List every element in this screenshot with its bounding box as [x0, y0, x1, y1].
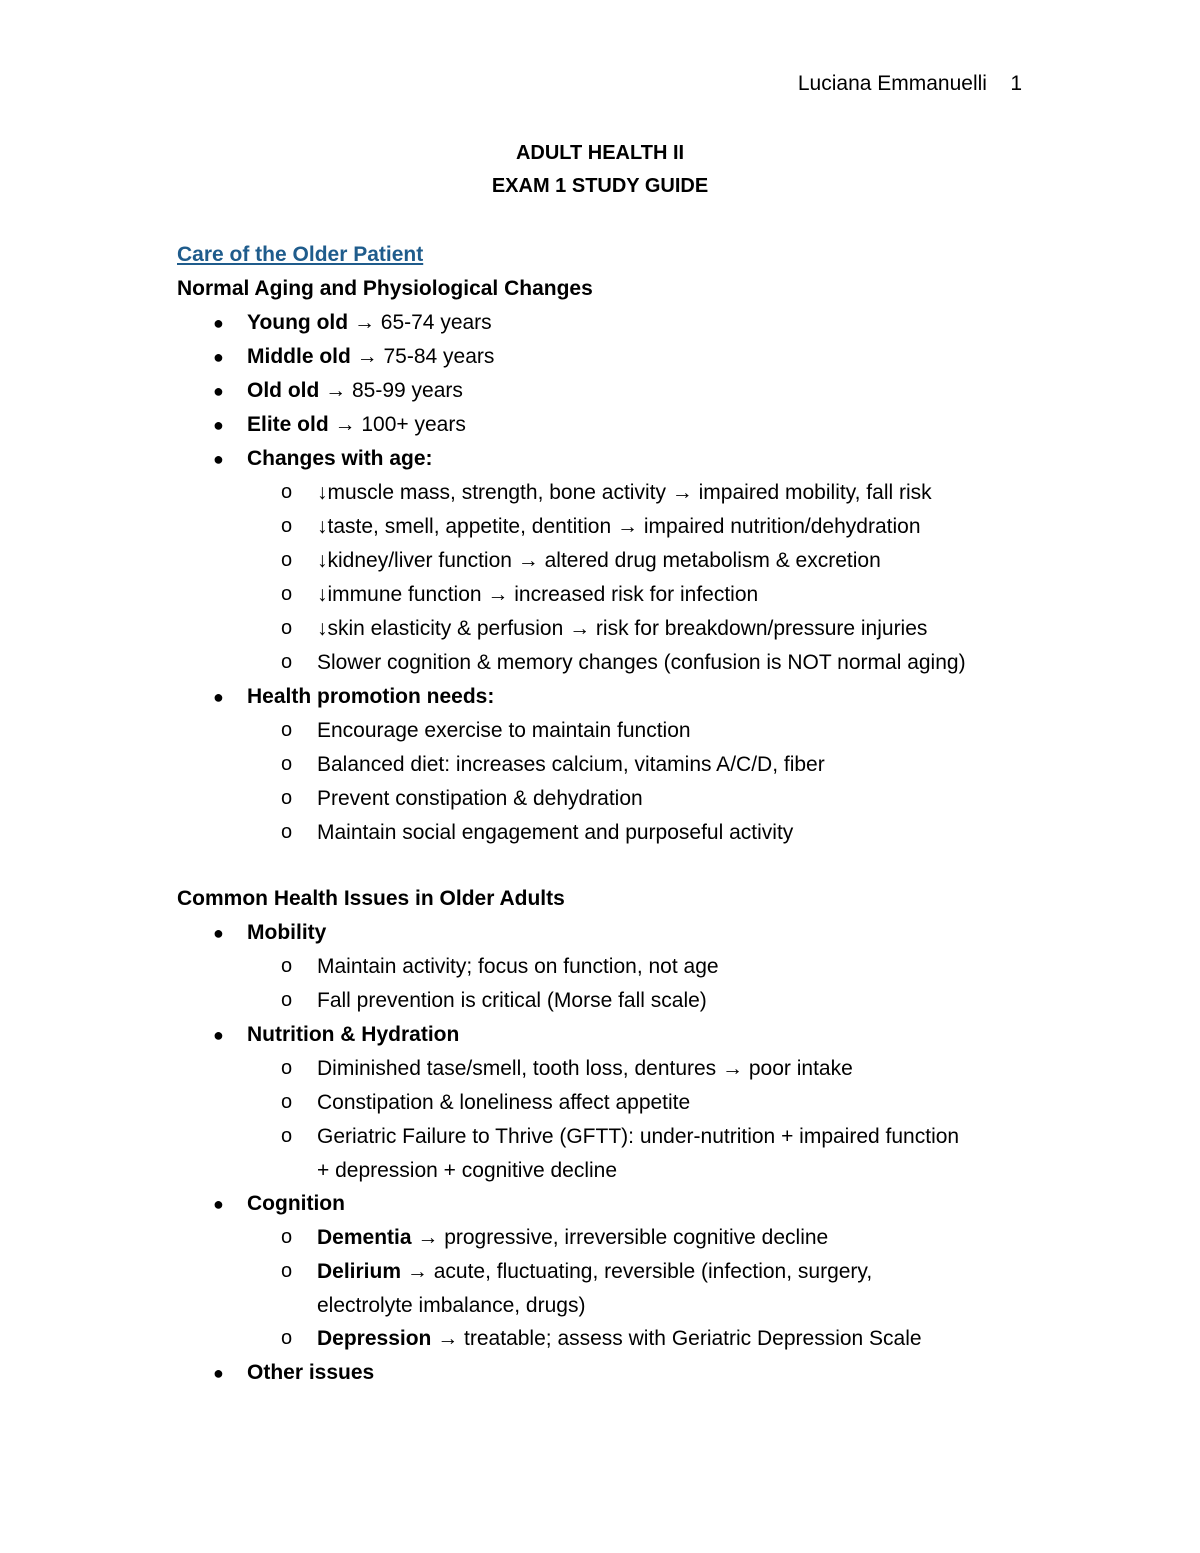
list-subitem: o Dementia → progressive, irreversible cognitive decline	[177, 1221, 1057, 1255]
list-subitem: o Diminished tase/smell, tooth loss, dentures → poor intake	[177, 1052, 1057, 1086]
bullet-icon: ●	[213, 415, 224, 435]
list-subitem: o Depression → treatable; assess with Geriatric Depression Scale	[177, 1322, 1057, 1356]
circle-bullet-icon: o	[281, 753, 293, 775]
list-subitem: o Fall prevention is critical (Morse fall scale)	[177, 984, 1057, 1018]
circle-bullet-icon: o	[281, 1260, 293, 1282]
list-subitem: o ↓kidney/liver function → altered drug metabolism & excretion	[177, 544, 1057, 578]
page-number: 1	[1010, 72, 1022, 95]
bullet-icon: ●	[213, 923, 224, 943]
bullet-icon: ●	[213, 347, 224, 367]
bullet-icon: ●	[213, 381, 224, 401]
circle-bullet-icon: o	[281, 787, 293, 809]
bullet-icon: ●	[213, 313, 224, 333]
list-subitem-continuation: + depression + cognitive decline	[317, 1159, 618, 1182]
subheading-common-health-issues: Common Health Issues in Older Adults	[177, 887, 565, 910]
list-subitem: o ↓taste, smell, appetite, dentition → impaired nutrition/dehydration	[177, 510, 1057, 544]
list-item: ● Old old → 85-99 years	[177, 374, 1057, 408]
circle-bullet-icon: o	[281, 955, 293, 977]
document-title-line1: ADULT HEALTH II	[515, 142, 685, 164]
circle-bullet-icon: o	[281, 1226, 293, 1248]
list-item: ● Changes with age:	[177, 442, 1057, 476]
list-subitem: o Balanced diet: increases calcium, vitamins A/C/D, fiber	[177, 748, 1057, 782]
list-item: ● Middle old → 75-84 years	[177, 340, 1057, 374]
list-subitem: o ↓skin elasticity & perfusion → risk for breakdown/pressure injuries	[177, 612, 1057, 646]
circle-bullet-icon: o	[281, 583, 293, 605]
list-subitem: o Delirium → acute, fluctuating, reversible (infection, surgery,	[177, 1255, 1057, 1289]
list-subitem: o Slower cognition & memory changes (confusion is NOT normal aging)	[177, 646, 1057, 680]
section-heading-care-of-older-patient[interactable]: Care of the Older Patient	[177, 243, 424, 266]
list-subitem: o Geriatric Failure to Thrive (GFTT): under-nutrition + impaired function	[177, 1120, 1057, 1154]
list-subitem: o Prevent constipation & dehydration	[177, 782, 1057, 816]
list-subitem-continuation: electrolyte imbalance, drugs)	[317, 1294, 586, 1317]
list-subitem: o ↓immune function → increased risk for infection	[177, 578, 1057, 612]
bullet-icon: ●	[213, 687, 224, 707]
circle-bullet-icon: o	[281, 549, 293, 571]
bullet-icon: ●	[213, 1363, 224, 1383]
circle-bullet-icon: o	[281, 1327, 293, 1349]
list-item: ● Mobility	[177, 916, 1057, 950]
list-item: ● Nutrition & Hydration	[177, 1018, 1057, 1052]
list-subitem: o ↓muscle mass, strength, bone activity → impaired mobility, fall risk	[177, 476, 1057, 510]
circle-bullet-icon: o	[281, 651, 293, 673]
list-subitem: o Maintain social engagement and purposeful activity	[177, 816, 1057, 850]
page-header	[798, 72, 1022, 96]
circle-bullet-icon: o	[281, 989, 293, 1011]
circle-bullet-icon: o	[281, 719, 293, 741]
subheading-normal-aging: Normal Aging and Physiological Changes	[177, 277, 593, 300]
bullet-icon: ●	[213, 449, 224, 469]
bullet-icon: ●	[213, 1194, 224, 1214]
list-subitem: o Maintain activity; focus on function, not age	[177, 950, 1057, 984]
list-item: ● Other issues	[177, 1356, 1057, 1390]
list-item: ● Cognition	[177, 1187, 1057, 1221]
circle-bullet-icon: o	[281, 515, 293, 537]
circle-bullet-icon: o	[281, 1091, 293, 1113]
document-title-line2: EXAM 1 STUDY GUIDE	[491, 175, 709, 197]
list-subitem: o Encourage exercise to maintain function	[177, 714, 1057, 748]
circle-bullet-icon: o	[281, 481, 293, 503]
list-subitem: o Constipation & loneliness affect appetite	[177, 1086, 1057, 1120]
circle-bullet-icon: o	[281, 821, 293, 843]
list-item: ● Elite old → 100+ years	[177, 408, 1057, 442]
circle-bullet-icon: o	[281, 617, 293, 639]
bullet-icon: ●	[213, 1025, 224, 1045]
author-name: Luciana Emmanuelli	[797, 72, 987, 95]
list-item: ● Health promotion needs:	[177, 680, 1057, 714]
circle-bullet-icon: o	[281, 1057, 293, 1079]
list-item: ● Young old → 65-74 years	[177, 306, 1057, 340]
document-body	[177, 238, 1057, 1390]
circle-bullet-icon: o	[281, 1125, 293, 1147]
